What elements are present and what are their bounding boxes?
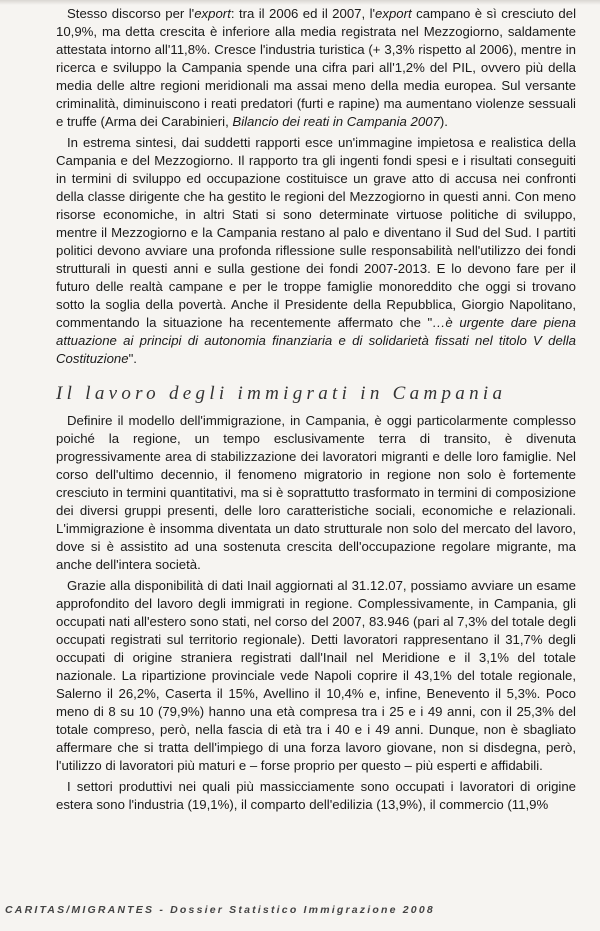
paragraph-settori-produttivi [56,778,576,814]
text-run: ). [439,114,448,129]
paragraph-sintesi [56,134,576,368]
paragraph-dati-inail [56,577,576,775]
italic-text-run: export [375,6,412,21]
paragraph-export [56,5,576,131]
text-run: : tra il 2006 ed il 2007, l' [230,6,376,21]
text-run: I settori produttivi nei quali più massicciamente sono occupati i lavoratori di origine estera sono l'industria (19,1%), il comparto dell'edilizia (13,9%), il commercio (11,9% [56,779,576,812]
section-title: Il lavoro degli immigrati in Campania [56,383,507,404]
body-text [56,5,576,814]
text-run: campano è sì cresciuto del 10,9%, ma detta crescita è inferiore alla media registrata nel Mezzogiorno, saldamente attestata intorno all'11,8%. Cresce l'industria turistica (+ 3,3% rispetto al 2006), mentre in ricerca e sviluppo la Campania spende una cifra pari all'1,2% del PIL, ovvero più della media delle altre regioni meridionali ma assai meno della media europea. Sul versante criminalità, diminuiscono i reati predatori (furti e rapine) ma aumentano violenze sessuali e truffe (Arma dei Carabinieri, [56,6,577,129]
text-run: Stesso discorso per l' [67,6,195,21]
italic-text-run: Bilancio dei reati in Campania 2007 [232,114,440,129]
paragraph-modello-immigrazione [56,412,576,574]
italic-text-run: export [194,6,231,21]
italic-text-run: …è urgente dare piena attuazione ai principi di autonomia finanziaria e di solidarietà fissati nel titolo V della Costituzione [56,315,576,366]
text-run: In estrema sintesi, dai suddetti rapporti esce un'immagine impietosa e realistica della Campania e del Mezzogiorno. Il rapporto tra gli ingenti fondi spesi e i risultati conseguiti in termini di sviluppo ed occupazione costituisce un grave atto di accusa nei confronti della classe dirigente che ha gestito le regioni del Mezzogiorno in questi anni. Con meno risorse economiche, in altri Stati si sono determinate virtuose politiche di sviluppo, mentre il Mezzogiorno e la Campania restano al palo e diventano il Sud del Sud. I partiti politici devono avviare una profonda riflessione sulle responsabilità nell'utilizzo dei fondi strutturali in questi anni e sulla gestione dei fondi 2007-2013. E lo devono fare per il futuro delle realtà campane e per le troppe famiglie monoreddito che oggi si trovano sotto la soglia della povertà. Anche il Presidente della Repubblica, Giorgio Napolitano, commentando la situazione ha recentemente affermato che " [56,135,576,330]
text-run: Grazie alla disponibilità di dati Inail aggiornati al 31.12.07, possiamo avviare un esame approfondito del lavoro degli immigrati in regione. Complessivamente, in Campania, gli occupati nati all'estero sono stati, nel corso del 2007, 83.946 (pari al 7,3% del totale degli occupati registrati sul territorio regionale). Detti lavoratori rappresentano il 31,7% degli occupati di origine straniera registrati dall'Inail nel Meridione e il 3,1% del totale nazionale. La ripartizione provinciale vede Napoli coprire il 43,1% del totale regionale, Salerno il 26,2%, Caserta il 15%, Avellino il 10,4% e, infine, Benevento il 5,3%. Poco meno di 8 su 10 (79,9%) hanno una età compresa tra i 25 e i 49 anni, con il 25,3% del totale compreso, però, nella fascia di età tra i 40 e i 49 anni. Dunque, non è sbagliato affermare che si tratta dell'impiego di una forza lavoro giovane, non si disdegna, però, l'utilizzo di lavoratori più maturi e – forse proprio per questo – più esperti e affidabili. [56,578,576,773]
text-run: Definire il modello dell'immigrazione, in Campania, è oggi particolarmente complesso poiché la regione, un tempo esclusivamente terra di transito, è divenuta progressivamente area di stabilizzazione dei lavoratori migranti e delle loro famiglie. Nel corso dell'ultimo decennio, il fenomeno migratorio in regione non solo è fortemente cresciuto in termini quantitativi, ma si è soprattutto trasformato in termini di composizione dei diversi gruppi presenti, delle loro caratteristiche sociali, economiche e relazionali. L'immigrazione è insomma diventata un dato strutturale non solo del mercato del lavoro, dove si è assistito ad una sostenuta crescita dell'occupazione regolare migrante, ma anche dell'intera società. [56,413,576,572]
text-run: ". [128,351,137,366]
running-footer: CARITAS/MIGRANTES - Dossier Statistico Immigrazione 2008 [5,904,435,916]
